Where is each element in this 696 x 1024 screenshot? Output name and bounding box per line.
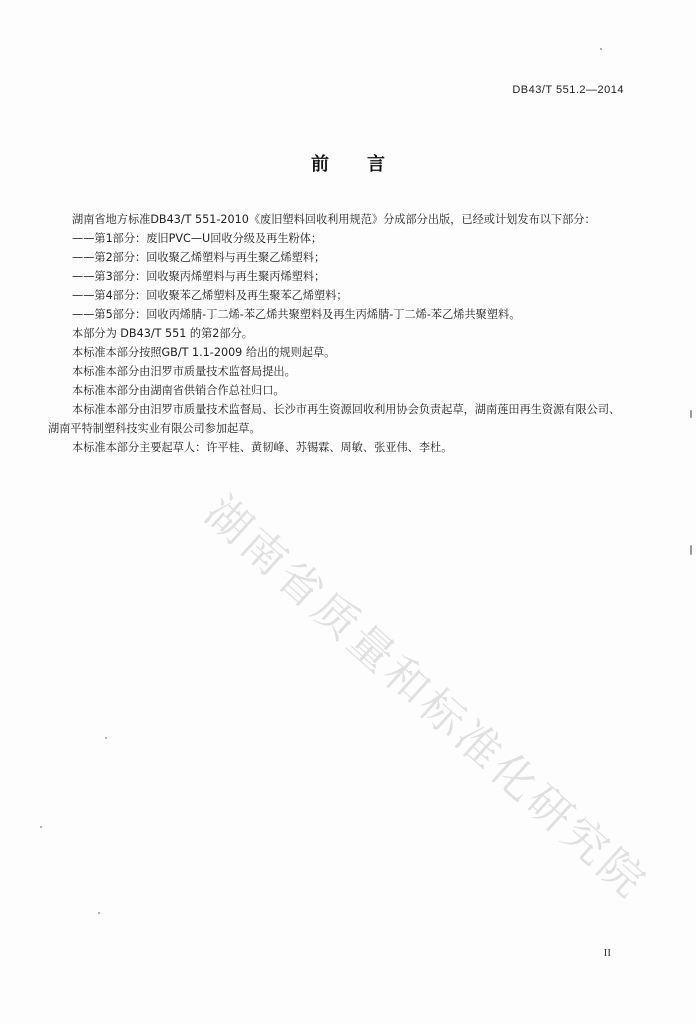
drafting-rule-statement: 本标准本部分按照GB/T 1.1-2009 给出的规则起草。	[72, 346, 336, 359]
intro-paragraph: 湖南省地方标准DB43/T 551-2010《废旧塑料回收利用规范》分成部分出版，已经或计划发布以下部分：	[72, 213, 596, 226]
managed-by-statement: 本标准本部分由湖南省供销合作总社归口。	[72, 384, 285, 397]
part-list-item-4: ——第4部分：回收聚苯乙烯塑料及再生聚苯乙烯塑料；	[72, 289, 348, 302]
scan-speck	[40, 826, 42, 828]
scan-speck	[600, 48, 602, 50]
scan-speck	[105, 737, 107, 739]
drafted-by-statement: 本标准本部分由汨罗市质量技术监督局、长沙市再生资源回收利用协会负责起草，湖南莲田再生资源有限公司、湖南平特制塑科技实业有限公司参加起草。	[48, 403, 621, 435]
part-list-item-5: ——第5部分：回收丙烯腈-丁二烯-苯乙烯共聚塑料及再生丙烯腈-丁二烯-苯乙烯共聚塑料。	[72, 308, 521, 321]
scan-speck	[98, 912, 100, 914]
page-title: 前言	[311, 154, 423, 175]
foreword-body	[48, 210, 630, 457]
document-code: DB43/T 551.2—2014	[512, 84, 624, 96]
watermark-text: 湖南省质量和标准化研究院	[194, 486, 658, 910]
scan-speck	[690, 545, 692, 555]
proposed-by-statement: 本标准本部分由汨罗市质量技术监督局提出。	[72, 365, 296, 378]
part-list-item-3: ——第3部分：回收聚丙烯塑料与再生聚丙烯塑料；	[72, 270, 326, 283]
scan-speck	[690, 410, 692, 418]
part-list-item-2: ——第2部分：回收聚乙烯塑料与再生聚乙烯塑料；	[72, 251, 326, 264]
part-list-item-1: ——第1部分：废旧PVC—U回收分级及再生粉体；	[72, 232, 323, 245]
page-number: II	[603, 947, 611, 959]
this-part-statement: 本部分为 DB43/T 551 的第2部分。	[72, 327, 253, 340]
drafters-statement: 本标准本部分主要起草人：许平桂、黄韧峰、苏锡霖、周敏、张亚伟、李杜。	[72, 441, 453, 454]
